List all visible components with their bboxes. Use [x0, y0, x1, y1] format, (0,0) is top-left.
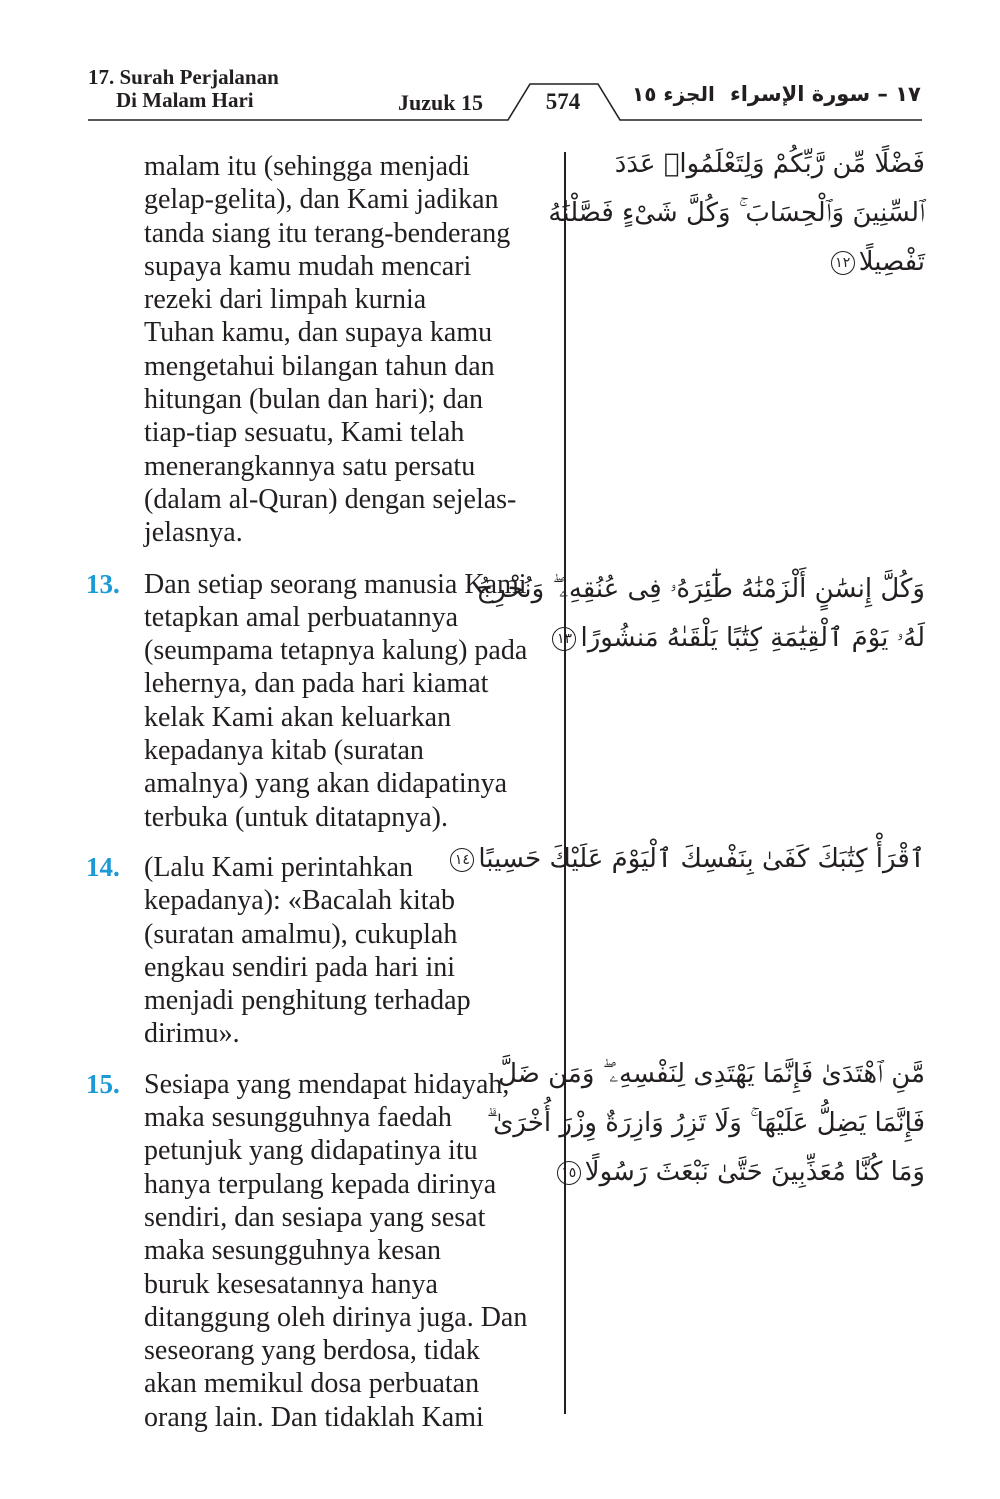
- arabic-verse: [548, 140, 925, 287]
- text-line: tanda siang itu terang-benderang: [144, 217, 511, 249]
- text-line: menjadi penghitung terhadap: [144, 985, 471, 1017]
- surah-title-arabic: ١٧ – سورة الإسراء: [730, 82, 921, 106]
- text-line: sendiri, dan sesiapa yang sesat: [144, 1201, 486, 1233]
- arabic-line-text: وَمَا كُنَّا مُعَذِّبِينَ حَتَّىٰ نَبْعَثَ رَسُولًا: [584, 1157, 925, 1187]
- text-line: (seumpama tetapnya kalung) pada: [144, 635, 528, 667]
- text-line: amalnya) yang akan didapatinya: [144, 768, 508, 800]
- translation-paragraph: [0, 1068, 560, 1434]
- text-line: mengetahui bilangan tahun dan: [144, 350, 495, 382]
- verse-end-marker-icon: ١٢: [831, 251, 855, 275]
- text-line: Dan setiap seorang manusia Kami: [144, 568, 527, 600]
- text-line: hitungan (bulan dan hari); dan: [144, 384, 484, 416]
- arabic-line-text: تَفْصِيلًا: [858, 247, 925, 277]
- juz-label-arabic: الجزء ١٥: [632, 82, 715, 106]
- text-line: hanya terpulang kepada dirinya: [144, 1168, 497, 1200]
- arabic-line: ٱلسِّنِينَ وَٱلْحِسَابَ ۚ وَكُلَّ شَىْءٍ فَصَّلْنَٰهُ: [548, 198, 925, 228]
- verse-number: 13.: [86, 568, 120, 599]
- verse-number: 14.: [86, 851, 120, 882]
- text-line: maka sesungguhnya faedah: [144, 1102, 452, 1134]
- text-line: gelap-gelita), dan Kami jadikan: [144, 184, 499, 216]
- text-line: supaya kamu mudah mencari: [144, 250, 472, 282]
- arabic-line: [585, 238, 925, 287]
- text-line: rezeki dari limpah kurnia: [144, 284, 427, 316]
- text-line: tetapkan amal perbuatannya: [144, 601, 459, 633]
- column-divider: [564, 152, 566, 1414]
- verse-end-marker-icon: ١٤: [450, 848, 474, 872]
- text-line: kepadanya kitab (suratan: [144, 735, 424, 767]
- text-line: jelasnya.: [144, 517, 243, 549]
- arabic-verse: [454, 835, 925, 884]
- arabic-line: [556, 614, 925, 663]
- verse-end-marker-icon: ١٣: [552, 627, 576, 651]
- arabic-verse: [486, 1050, 925, 1197]
- text-line: menerangkannya satu persatu: [144, 450, 476, 482]
- text-line: kepadanya): «Bacalah kitab: [144, 885, 455, 917]
- text-line: (Lalu Kami perintahkan: [144, 851, 414, 883]
- text-line: tiap-tiap sesuatu, Kami telah: [144, 417, 465, 449]
- text-line: engkau sendiri pada hari ini: [144, 951, 456, 983]
- text-line: akan memikul dosa perbuatan: [144, 1368, 480, 1400]
- text-line: Sesiapa yang mendapat hidayah,: [144, 1068, 510, 1100]
- surah-title-line-1: 17. Surah Perjalanan: [88, 65, 279, 89]
- text-line: (suratan amalmu), cukuplah: [144, 918, 458, 950]
- text-line: seseorang yang berdosa, tidak: [144, 1335, 480, 1367]
- text-line: dirimu».: [144, 1018, 240, 1050]
- text-line: Tuhan kamu, dan supaya kamu: [144, 317, 493, 349]
- arabic-line: [454, 835, 925, 884]
- text-line: terbuka (untuk ditatapnya).: [144, 801, 449, 833]
- verse-end-marker-icon: ١٥: [557, 1161, 581, 1185]
- text-line: lehernya, dan pada hari kiamat: [144, 668, 489, 700]
- text-line: ditanggung oleh dirinya juga. Dan: [144, 1301, 528, 1333]
- text-line: kelak Kami akan keluarkan: [144, 701, 452, 733]
- translation-column: [0, 150, 560, 1446]
- arabic-line: فَضْلًا مِّن رَّبِّكُمْ وَلِتَعْلَمُوا۟ عَدَدَ: [614, 149, 925, 179]
- arabic-line: [561, 1148, 925, 1197]
- header-rule: [0, 0, 1000, 130]
- arabic-line: فَإِنَّمَا يَضِلُّ عَلَيْهَا ۚ وَلَا تَزِرُ وَازِرَةٌ وِزْرَ أُخْرَىٰ ۗ: [486, 1108, 925, 1138]
- arabic-line-text: لَهُۥ يَوْمَ ٱلْقِيَٰمَةِ كِتَٰبًا يَلْقَىٰهُ مَنشُورًا: [580, 623, 925, 653]
- verse-number: 15.: [86, 1068, 120, 1099]
- arabic-line: مَّنِ ٱهْتَدَىٰ فَإِنَّمَا يَهْتَدِى لِنَفْسِهِۦ ۖ وَمَن ضَلَّ: [498, 1059, 925, 1089]
- surah-title-line-2: Di Malam Hari: [116, 88, 254, 112]
- text-line: petunjuk yang didapatinya itu: [144, 1135, 478, 1167]
- text-line: buruk kesesatannya hanya: [144, 1268, 438, 1300]
- text-line: maka sesungguhnya kesan: [144, 1235, 442, 1267]
- text-line: orang lain. Dan tidaklah Kami: [144, 1401, 484, 1433]
- page-number: 574: [545, 89, 581, 114]
- page-header: [0, 0, 1000, 130]
- text-line: malam itu (sehingga menjadi: [144, 151, 470, 182]
- arabic-verse: [476, 565, 925, 663]
- arabic-line-text: ٱقْرَأْ كِتَٰبَكَ كَفَىٰ بِنَفْسِكَ ٱلْيَوْمَ عَلَيْكَ حَسِيبًا: [478, 844, 925, 874]
- text-line: (dalam al-Quran) dengan sejelas-: [144, 483, 517, 515]
- arabic-line: وَكُلَّ إِنسَٰنٍ أَلْزَمْنَٰهُ طَٰٓئِرَهُۥ فِى عُنُقِهِۦ ۖ وَنُخْرِجُ: [476, 574, 925, 604]
- juz-label-latin: Juzuk 15: [398, 90, 483, 115]
- translation-paragraph: [0, 150, 560, 550]
